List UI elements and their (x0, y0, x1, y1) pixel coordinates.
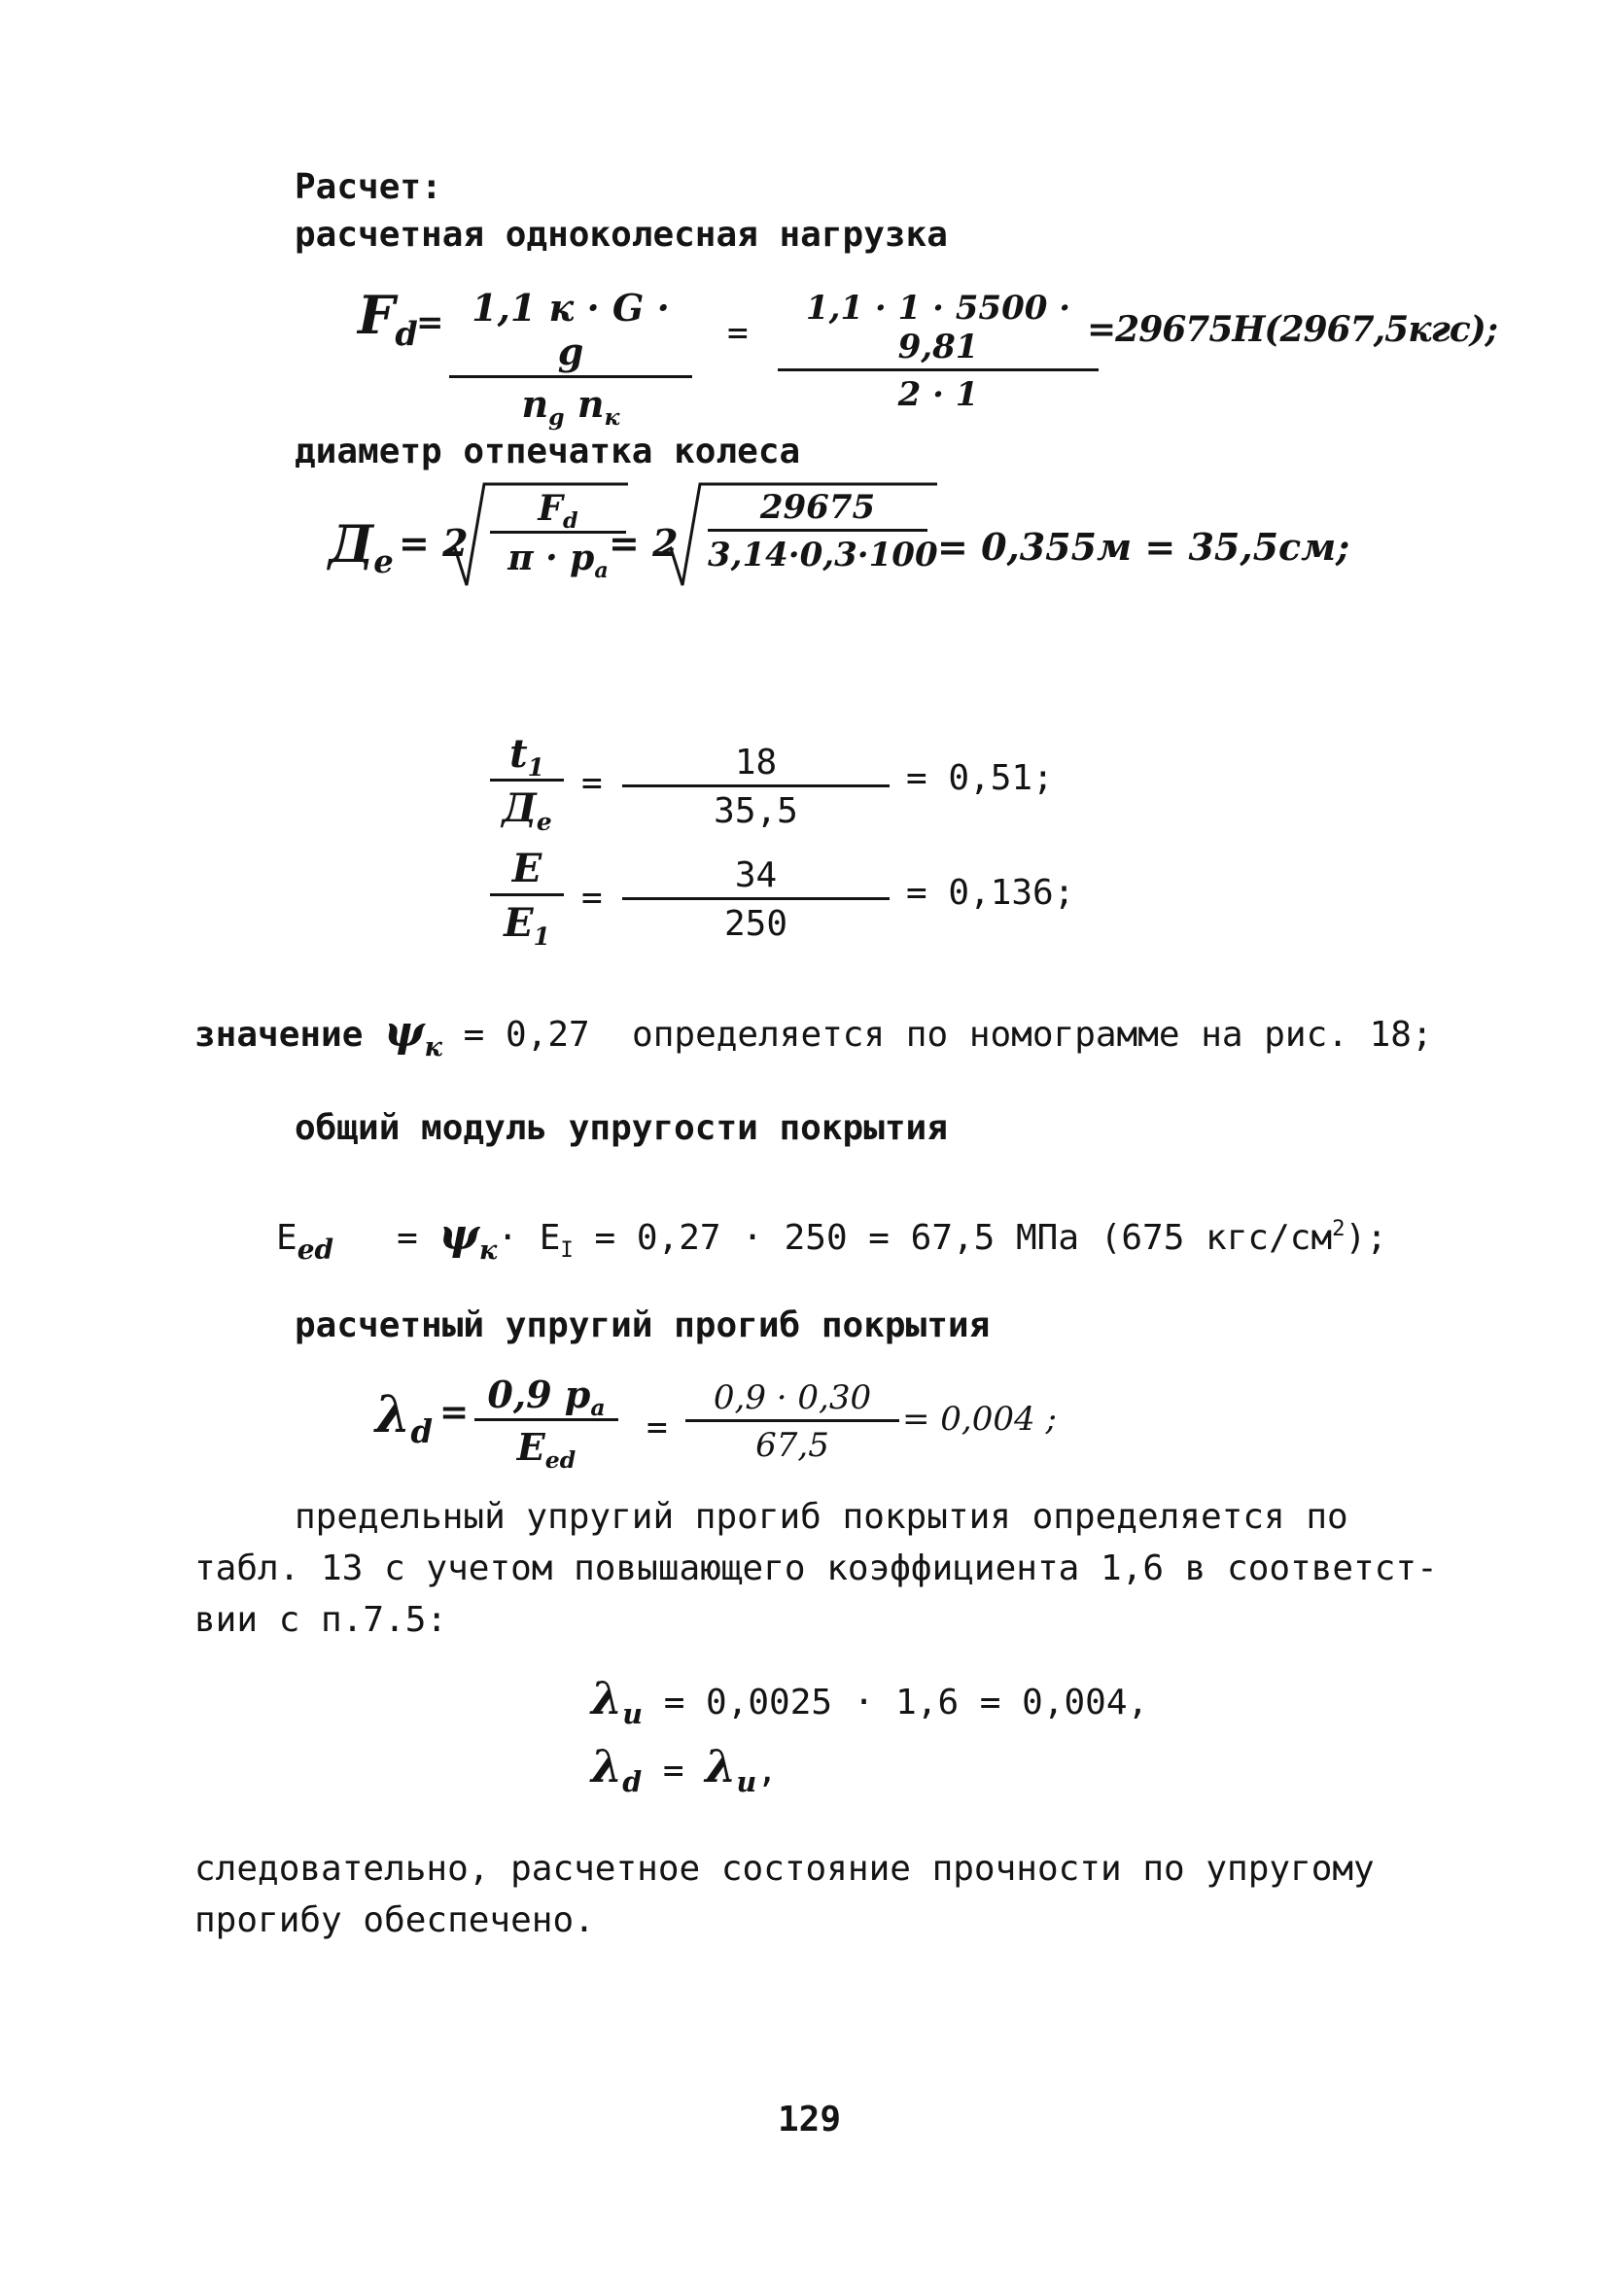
ratio-2-fraction: $\frac{34}{250}$ (622, 855, 890, 944)
limit-para-line-3: вии с п.7.5: (194, 1600, 448, 1640)
eed-rest: = 0,27 · 250 = 67,5 МПа (675 кгс/см (594, 1218, 1333, 1258)
eed-lhs: $E_{ed}$ (276, 1218, 334, 1266)
psi-value: = 0,27 (463, 1015, 590, 1055)
fd-lhs-sub: d (395, 314, 418, 353)
wheel-load-label: расчетная одноколесная нагрузка (295, 215, 948, 255)
fd-fraction-1-num: 1,1 к · G · g (449, 286, 692, 378)
lambda-lhs: $\lambda_d$ (375, 1385, 434, 1451)
fd-lhs-symbol: F (358, 284, 396, 346)
de-coef-1: = 2 (399, 521, 469, 565)
lambda-u-symbol: $\lambda_u$ (591, 1672, 643, 1730)
eed-psi: $\psi_к$ (438, 1210, 498, 1266)
lambda-u-symbol-2: $\lambda_u$ (705, 1740, 757, 1798)
ratio-2-lhs: $\frac{E}{E_1}$ (490, 846, 564, 946)
fd-lhs (358, 284, 418, 353)
ratio-1-result: = 0,51; (906, 758, 1054, 798)
psi-symbol: $\psi_к$ (384, 1007, 442, 1062)
lambda-eq-sign: = (439, 1392, 470, 1433)
fd-fraction-2-den: 2 · 1 (897, 375, 979, 414)
fd-eq-sign-2: = (727, 313, 749, 353)
psi-line (194, 1007, 1433, 1062)
psi-suffix: определяется по номограмме на рис. 18; (632, 1015, 1433, 1055)
lambda-fraction-1: 0,9 $p_a$ $E_{ed}$ (474, 1373, 618, 1469)
fd-fraction-1-den: $n_g$ $n_к$ (521, 382, 620, 432)
equation-eed: $E_{ed}$ = $\psi_к\cdot E_I = 0,27 \cdot 250 = 67,5$ МПа (675 кгс/$см^2$); (276, 1210, 1387, 1266)
conclusion-line-2: прогибу обеспечено. (194, 1900, 595, 1940)
ratio-1-fraction: $\frac{18}{35,5}$ (622, 743, 890, 831)
fd-result: =29675Н(2967,5кгс); (1087, 309, 1498, 350)
psi-prefix: значение (194, 1015, 364, 1055)
equation-lambda-u (591, 1672, 1149, 1730)
diameter-label: диаметр отпечатка колеса (295, 432, 801, 471)
de-radical-2 (661, 480, 943, 589)
de-radical-1 (445, 480, 630, 589)
page-number: 129 (778, 2100, 842, 2139)
conclusion-line-1: следовательно, расчетное состояние прочности по упругому (194, 1849, 1375, 1889)
de-radical-2-fraction: $\frac{29675}{3,14\cdot 0,3\cdot 100}$ (708, 488, 938, 574)
fd-eq-sign: = (416, 303, 444, 342)
fd-fraction-2-num: 1,1 · 1 · 5500 · 9,81 (778, 289, 1099, 371)
fd-fraction-2 (778, 289, 1099, 414)
deflection-label: расчетный упругий прогиб покрытия (295, 1305, 991, 1345)
ratio-1-eq-sign: = (581, 763, 603, 803)
de-lhs: $Д_е$ (329, 515, 394, 581)
heading: Расчет: (295, 167, 442, 207)
lambda-d-symbol: $\lambda_d$ (591, 1740, 643, 1798)
ratio-2-eq-sign: = (581, 878, 603, 918)
lambda-u-rhs: = 0,0025 · 1,6 = 0,004, (663, 1683, 1149, 1722)
de-result: = 0,355м = 35,5см; (937, 525, 1350, 569)
limit-para-line-2: табл. 13 с учетом повышающего коэффициента 1,6 в соответст- (194, 1548, 1438, 1588)
de-coef-2: = 2 (609, 521, 679, 565)
modulus-label: общий модуль упругости покрытия (295, 1108, 948, 1148)
equation-lambda-d-u: $\lambda_d = \lambda_u$, (591, 1740, 778, 1798)
de-radical-1-fraction: $\frac{F_d}{\pi \cdot p_a}$ (490, 488, 626, 578)
lambda-result: = 0,004 ; (902, 1400, 1057, 1439)
lambda-eq-sign-2: = (647, 1408, 668, 1447)
fd-fraction-1 (449, 286, 692, 432)
ratio-1-lhs: $t_1$ $Д_е$ (490, 731, 564, 831)
limit-para-line-1: предельный упругий прогиб покрытия определяется по (295, 1497, 1348, 1537)
ratio-2-result: = 0,136; (906, 873, 1075, 913)
lambda-fraction-2: $\frac{0,9 \cdot 0,30}{67,5}$ (685, 1378, 899, 1465)
